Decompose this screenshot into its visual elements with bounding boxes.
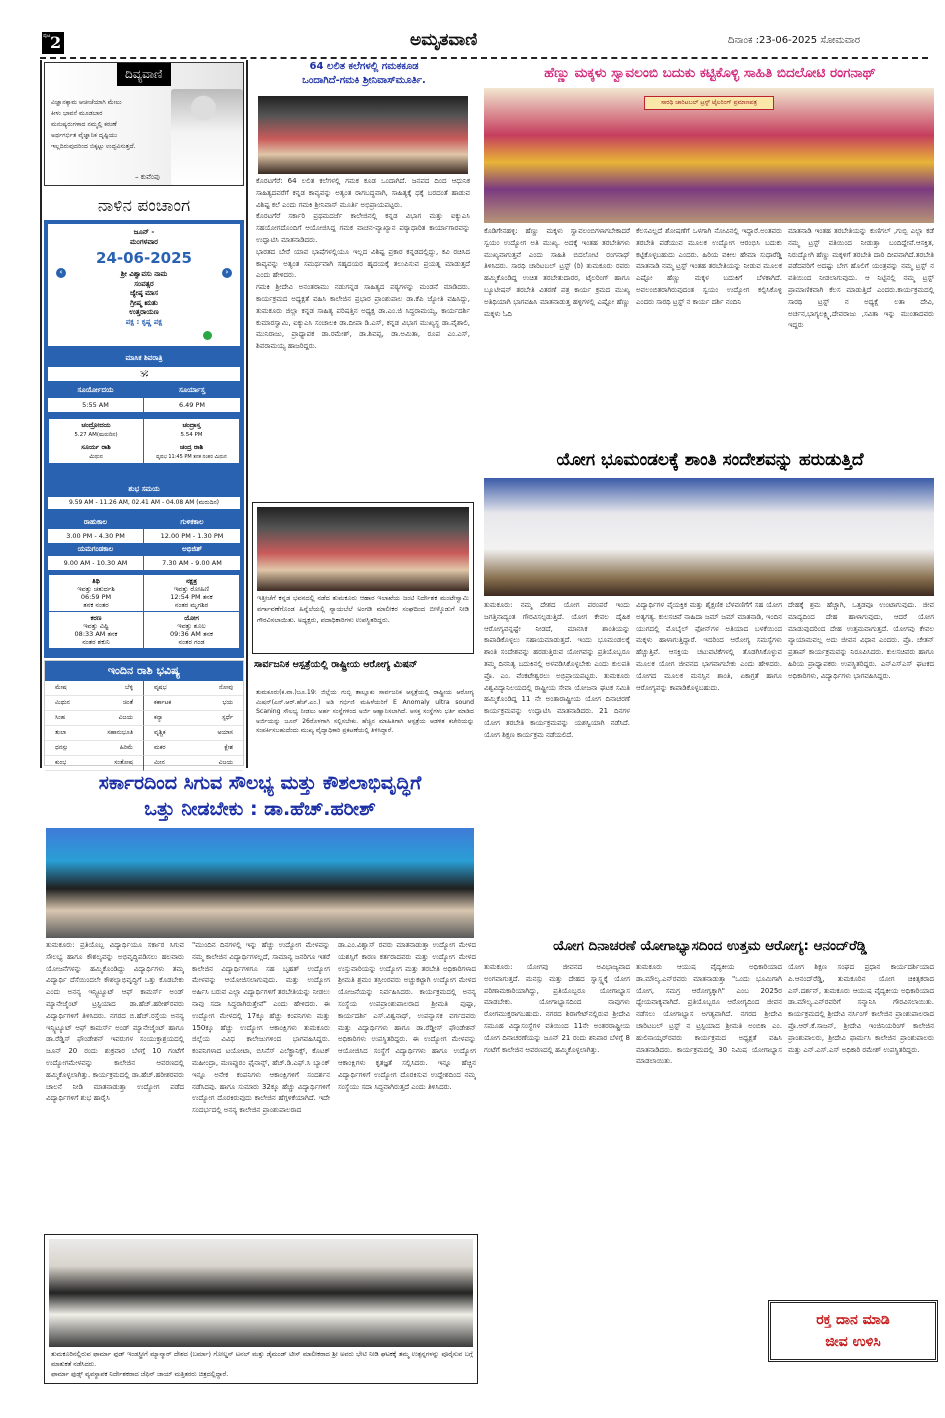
rashi-bhavishya <box>44 660 244 766</box>
moon-timings <box>48 418 240 464</box>
paksha-label: ಪಕ್ಷ : ಕೃಷ್ಣ ಪಕ್ಷ <box>125 317 163 326</box>
weekday-label: ಮಂಗಳವಾರ <box>129 237 158 246</box>
tithi <box>49 575 144 612</box>
rashi-row <box>144 726 243 741</box>
yoga-label: ಯೋಗ <box>184 614 199 622</box>
rashi-prediction: ನೋವು <box>218 684 233 691</box>
women-column-2: ಕೆಲಸವಿಲ್ಲದೆ ಶೋಷಣೆಗೆ ಒಳಗಾಗಿ ನೋವಿನಲ್ಲಿ ಇದ್ದಾರೆ.ಅಂತವರು ತರಬೇತಿ ಪಡೆಯುವ ಮೂಲಕ ಉದ್ಯೋಗ ಆರಂಭಿಸಿ ಬದುಕು ಕಟ್ಟಿಕೊಳ್ಳಬಹುದು ಎಂದರು. ಹಿರಿಯ ವಕೀಲ ಹೇಮಾ ಸುಧಾರೆಡ್ಡಿ ಮಾತನಾಡಿ ನಮ್ಮ ಟ್ರಸ್ಟ್ ಇಂತಹ ತರಬೇತಿಯನ್ನು ನೀಡುವ ಮೂಲಕ ಎಷ್ಟೋ ಹೆಣ್ಣು ಮಕ್ಕಳ ಬದುಕಿಗೆ ಬೆಳಕಾಗಿದೆ. ಅವಲಂಬಿತರಾಗಿರುವುದಂತ ಸ್ವಯಂ ಉದ್ಯೋಗ ಕಲ್ಪಿಸಿಕೊಳ್ಳಿ ಎಂದರು ಸಾರಥಿ ಟ್ರಸ್ಟ್ ನ ಕಾರ್ಯ ದರ್ಶಿ ನಂದಿನಿ <box>636 227 782 306</box>
yoga-time: 09:36 AM ತನಕ <box>170 630 213 638</box>
quote-line: ವಿಜ್ಞಾನಕ್ಕಾಮ ಆಚೀಚೆಯಾಗಿ ಮೇಲು <box>51 99 122 106</box>
quote-line: ಮನುಷ್ಯರುಗಳಾದ ನಮ್ಮಲ್ಲಿ ಕರುಣೆ <box>51 121 117 128</box>
rashi-table <box>45 681 243 771</box>
yoga-column-2: ವಿದ್ಯಾರ್ಥಿಗಳ ವೈಯಕ್ತಿಕ ಮತ್ತು ಶೈಕ್ಷಣಿಕ ಬೆಳವಣಿಗೆಗೆ ಸಹ ಯೋಗ ಅತ್ಯಗತ್ಯ. ಕುಲಸಚಿವೆ ನಾಹಿದಾ ಜಮ್ ಜಮ್ ಮಾತನಾಡಿ, ಇಂದಿನ ಯುಗದಲ್ಲಿ ಮೊಬೈಲ್ ಫೋನ್‌ಗಳ ಅತಿಯಾದ ಬಳಕೆಯಿಂದ ಮಕ್ಕಳು ಹಾಳಾಗುತ್ತಿದ್ದಾರೆ. ಇದರಿಂದ ಆರೋಗ್ಯ ಸಮಸ್ಯೆಗಳು ಹೆಚ್ಚುತ್ತಿವೆ. ಆಸಕ್ತಿಯ ಚಟುವಟಿಕೆಗಳಲ್ಲಿ ತೊಡಗಿಸಿಕೊಳ್ಳುವ ಮೂಲಕ ಯೋಗ ಜೀವನದ ಭಾಗವಾಗಬೇಕು ಎಂದು ಹೇಳಿದರು. ಯೋಗದ ಮೂಲಕ ಮನಸ್ಸಿನ ಶಾಂತಿ, ಏಕಾಗ್ರತೆ ಹಾಗೂ ಆರೋಗ್ಯವನ್ನು ಕಾಪಾಡಿಕೊಳ್ಳಬಹುದು. <box>636 601 782 692</box>
sunrise-time: 5:55 AM <box>48 398 144 412</box>
yoga-column-3: ದೇಹಕ್ಕೆ ಶ್ರಮ ಹೆಚ್ಚಾಗಿ, ಒತ್ತಡವೂ ಉಂಟಾಗುವುದು. ಜೀವ ಮಾದ್ಯದಿಂದ ದೇಹ ಹಾಳಾಗುವುದು, ಆದರೆ ಯೋಗ ಮಾಡುವುದರಿಂದ ದೇಹ ಉತ್ತಮವಾಗುತ್ತದೆ. ಯೋಗವು ಕೇವಲ ವ್ಯಾಯಾಮವಲ್ಲ ಅದು ಜೀವನ ವಿಧಾನ ಎಂದರು. ಪ್ರೊ. ಚೇತನ್ ಪ್ರತಾಪ್ ಕಾರ್ಯಕ್ರಮವನ್ನು ನಿರೂಪಿಸಿದರು. ಕುಲಸಚಿವರು ಹಾಗೂ ಹಿರಿಯ ಪ್ರಾಧ್ಯಾಪಕರು ಉಪಸ್ಥಿತರಿದ್ದರು. ಎನ್‌ಎಸ್‌ಎಸ್ ಘಟಕದ ಅಧಿಕಾರಿಗಳು, ವಿದ್ಯಾರ್ಥಿಗಳು ಭಾಗವಹಿಸಿದ್ದರು. <box>788 601 934 680</box>
blood-line-1: ರಕ್ತ ದಾನ ಮಾಡಿ <box>816 1312 890 1328</box>
nakshatra-time: 12:54 PM ತನಕ <box>170 593 213 601</box>
rashi-prediction: ಅಯಾಸ <box>217 729 233 736</box>
abhijit-time: 7.30 AM - 9.00 AM <box>162 559 222 567</box>
chandra-rashi-label: ಚಂದ್ರ ರಾಶಿ <box>179 443 204 451</box>
headline-line: ಸರ್ಕಾರದಿಂದ ಸಿಗುವ ಸೌಲಭ್ಯ ಮತ್ತು ಕೌಶಲಾಭಿವೃದ್ಧಿಗೆ <box>98 772 422 794</box>
nakshatra <box>144 575 239 612</box>
rashi-row <box>45 681 144 696</box>
harish-column-1: ತುಮಕೂರು: ಪ್ರತಿಯೊಬ್ಬ ವಿದ್ಯಾರ್ಥಿಯೂ ಸರ್ಕಾರ ಸಿಗುವ ಸೌಲಭ್ಯ ಹಾಗೂ ಕೌಶಲ್ಯವನ್ನು ಅಭಿವೃದ್ಧಿಪಡಿಸಲು ಹಲವಾರು ಯೋಜನೆಗಳನ್ನು ಹಮ್ಮಿಕೊಂಡಿದ್ದು ವಿದ್ಯಾರ್ಥಿಗಳು ತಮ್ಮ ವಿದ್ಯಾರ್ಥಿ ದೆಸೆಯಿಂದಲೇ ಕೌಶಲ್ಯಾಭಿವೃದ್ಧಿಗೆ ಒತ್ತು ಕೊಡಬೇಕು ಎಂದು ಅನನ್ಯ ಇನ್ಸ್ಟಿಟ್ಯೂಟ್ ಆಫ್ ಕಾಮರ್ಸ್ ಅಂಡ್ ಮ್ಯಾನೇಜ್ಮೆಂಟ್ ಟ್ರಸ್ಟಿಯಾದ ಡಾ.ಹೆಚ್.ಹರೀಶ್‌ರವರು ವಿದ್ಯಾರ್ಥಿಗಳಿಗೆ ತಿಳಿಸಿದರು. ನಗರದ ಬಿ.ಹೆಚ್.ರಸ್ತೆಯ ಅನನ್ಯ ಇನ್ಸ್ಟಿಟ್ಯೂಟ್ ಆಫ್ ಕಾಮರ್ಸ್ ಅಂಡ್ ಮ್ಯಾನೇಜ್ಮೆಂಟ್ ಹಾಗೂ ಡಾ.ರೆಡ್ಡಿಸ್ ಫೌಂಡೇಶನ್ ಇವರುಗಳ ಸಂಯುಕ್ತಾಶ್ರಯದಲ್ಲಿ ಜೂನ್ 20 ರಂದು ಶುಕ್ರವಾರ ಬೆಳಗ್ಗೆ 10 ಗಂಟೆಗೆ ಉದ್ಯೋಗಮೇಳವನ್ನು ಕಾಲೇಜಿನ ಆವರಣದಲ್ಲಿ ಹಮ್ಮಿಕೊಳ್ಳಲಾಗಿತ್ತು. ಕಾರ್ಯಕ್ರಮದಲ್ಲಿ ಡಾ.ಹೆಚ್.ಹರೀಶರವರು ಚಾಲನೆ ನೀಡಿ ಮಾತನಾಡುತ್ತಾ ಉದ್ಯೋಗ ಪಡೆದ ವಿದ್ಯಾರ್ಥಿಗಳಿಗೆ ಶುಭ ಹಾರೈಸಿ <box>46 941 184 1103</box>
rashi-row <box>144 756 243 771</box>
divyavani-title: ದಿವ್ಯವಾಣಿ <box>117 63 171 86</box>
surya-rashi-label: ಸೂರ್ಯ ರಾಶಿ <box>81 443 111 451</box>
quote-author: – ಕುವೆಂಪು <box>135 173 160 181</box>
guli-time: 12.00 PM - 1.30 PM <box>160 532 224 540</box>
rashi-prediction: ಭಯ <box>222 699 233 706</box>
yoga-value: ಇವತ್ತು ಶೂಲ <box>177 622 206 630</box>
page-label: ಪುಟ <box>43 33 51 39</box>
rashi-prediction: ಸ್ಪರ್ಧೆ <box>222 714 233 721</box>
yama-label: ಯಮಗಂಡಕಾಲ <box>48 543 144 556</box>
panchanga-panel <box>44 220 244 658</box>
pharma-photo <box>49 1239 473 1347</box>
quote-line: ಕೀಳು ಭಾವನೆ ಮೂಡಬಾರ <box>51 110 103 117</box>
gamaka-headline <box>252 60 476 88</box>
karana-value: ಇವತ್ತು ವಿಷ್ಟಿ <box>83 622 109 630</box>
surya-rashi: ಮಿಥುನ <box>89 453 103 460</box>
panchanga-date: 24-06-2025 <box>96 249 192 267</box>
shubha-time: 9.59 AM - 11.26 AM, 02.41 AM - 04.08 AM (ಮರುದಿನ) <box>68 499 219 506</box>
yogaday-headline: ಯೋಗ ದಿನಾಚರಣೆ ಯೋಗಾಭ್ಯಾಸದಿಂದ ಉತ್ತಮ ಆರೋಗ್ಯ: ಆನಂದ್‌ರೆಡ್ಡಿ <box>553 938 867 954</box>
yoga <box>144 612 239 648</box>
divyavani-quote <box>51 97 171 152</box>
nakshatra-value: ಇವತ್ತು ರೋಹಿಣಿ <box>173 585 210 593</box>
pharma-box <box>44 1234 478 1384</box>
paragraph: ಕೊರಟಗೆರೆ ಸರ್ಕಾರಿ ಪ್ರಥಮದರ್ಜೆ ಕಾಲೇಜಿನಲ್ಲಿ ಕನ್ನಡ ವಿಭಾಗ ಮತ್ತು ಐಕ್ಯುಎಸಿ ಸಹಯೋಗದೊಂದಿಗೆ ಆಯೋಜಿಸಿದ್ದ ಗಮಕ ವಾಚನ-ವ್ಯಾಖ್ಯಾನ ಪಠ್ಯಾಧಾರಿತ ಕಾರ್ಯಾಗಾರವನ್ನು ಉದ್ಘಾಟಿಸಿ ಮಾತನಾಡಿದರು. <box>256 212 470 244</box>
rashi-title: ಇಂದಿನ ರಾಶಿ ಭವಿಷ್ಯ <box>45 661 243 681</box>
gamaka-body <box>256 176 470 500</box>
sunset-time: 6.49 PM <box>178 401 206 409</box>
chandra-rashi: ವೃಷಭ 11:45 PM ತನಕ ನಂತರ ಮಿಥುನ <box>156 453 227 460</box>
nakshatra-label: ನಕ್ಷತ್ರ <box>186 577 197 585</box>
tithi-label: ತಿಥಿ <box>92 577 100 585</box>
harish-column-3: ಡಾ.ಎಂ.ವಿಶ್ವಾಸ್ ರವರು ಮಾತನಾಡುತ್ತಾ ಉದ್ಯೋಗ ಮೇಳದ ಯಶಸ್ಸಿಗೆ ಕಾರಣ ಕರ್ತರಾದವರು ಮತ್ತು ಉದ್ಯೋಗ ಮೇಳದ ಉಸ್ತುವಾರಿಯನ್ನು ಉದ್ಯೋಗ ಮತ್ತು ತರಬೇತಿ ಅಧಿಕಾರಿಗಳಾದ ಶ್ರೀಮತಿ ಶ್ರಮಂ ತಸ್ರೀಂರವರು ಅಚ್ಚುಕಟ್ಟಾಗಿ ಉದ್ಯೋಗ ಮೇಳದ ಯೋಜನೆಯನ್ನು ನಿರ್ವಹಿಸಿದರು. ಕಾರ್ಯಕ್ರಮದಲ್ಲಿ ಅನನ್ಯ ಸಂಸ್ಥೆಯ ಉಪಪ್ರಾಂಶುಪಾಲರಾದ ಶ್ರೀಮತಿ ಪುಷ್ಪಾ, ಕಾರ್ಯದರ್ಶಿ ಎಸ್.ವಿಶ್ವನಾಥ್, ಉಪನ್ಯಾಸಕ ವರ್ಗದವರು ಮತ್ತು ವಿದ್ಯಾರ್ಥಿಗಳು ಹಾಗೂ ಡಾ.ರೆಡ್ಡೀಸ್ ಫೌಂಡೇಶನ್ ಅಧಿಕಾರಿಗಳು ಉಪಸ್ಥಿತರಿದ್ದರು. ಈ ಉದ್ಯೋಗ ಮೇಳವನ್ನು ಆಯೋಜಿಸಿದ ಸಂಸ್ಥೆಗೆ ವಿದ್ಯಾರ್ಥಿಗಳು ಹಾಗೂ ಉದ್ಯೋಗ ಆಕಾಂಕ್ಷಿಗಳು ಕೃತಜ್ಞತೆ ಸಲ್ಲಿಸಿದರು. ಇನ್ನೂ ಹೆಚ್ಚಿನ ವಿದ್ಯಾರ್ಥಿಗಳಿಗೆ ಉದ್ಯೋಗ ದೊರಕಿಸುವ ಉದ್ದೇಶದಿಂದ ನಮ್ಮ ಸಂಸ್ಥೆಯು ಸದಾ ಸಿದ್ಧವಾಗಿರುತ್ತದೆ ಎಂದು ತಿಳಿಸಿದರು. <box>338 941 476 1091</box>
samvatsara-line: ಶ್ರೀ ವಿಶ್ವಾವಸು ನಾಮ <box>120 270 168 278</box>
rashi-sign: ಮಿಥುನ <box>55 699 70 706</box>
rashi-row <box>45 726 144 741</box>
rashi-prediction: ಕ್ಲೇಶ <box>224 744 233 751</box>
rashi-prediction: ಚಿಂತೆ <box>122 699 133 706</box>
quote-line: ಇಲ್ಲದಿರುವುದರಿಂದ ಬಿಕ್ಕಟ್ಟು ಉದ್ಭವಿಸುತ್ತದೆ. <box>51 143 136 150</box>
panchanga-title: ನಾಳಿನ ಪಂಚಾಂಗ <box>44 190 244 223</box>
trust-banner: ಸಾರಥಿ ಚಾರಿಟಬಲ್ ಟ್ರಸ್ಟ್ ಟೈಲರಿಂಗ್ ಪ್ರಮಾಣಪತ್ರ <box>644 96 774 110</box>
samvatsara-line: ಜ್ಯೇಷ್ಠ ಮಾಸ <box>129 289 158 297</box>
sun-timings <box>48 383 240 412</box>
festival-title: ಮಾಸಿಕ ಶಿವರಾತ್ರಿ <box>48 350 240 367</box>
rashi-row <box>144 741 243 756</box>
nakshatra-after: ನಂತರ ಮೃಗಶಿರ <box>174 601 209 609</box>
yogaday-column-2: ತುಮಕೂರು ಆಯುಷ ವೈದ್ಯಕೀಯ ಅಧಿಕಾರಿಯಾದ ಡಾ.ಮೌಲ್ಯ.ಎನ್‌ರವರು ಮಾತನಾಡುತ್ತಾ "ಒಂದು ಭೂಮಿಗಾಗಿ ಯೋಗ, ಸಮಗ್ರ ಆರೋಗ್ಯಕ್ಕಾಗಿ" ಎಂಬ 2025ರ ಧ್ಯೇಯವಾಕ್ಯವಾಗಿದೆ. ಪ್ರತಿಯೊಬ್ಬರೂ ಆರೋಗ್ಯದಿಂದ ಜೀವನ ನಡೆಸಲು ಯೋಗಾಭ್ಯಾಸ ಅಗತ್ಯವಾಗಿದೆ. ನಗರದ ಶ್ರೀದೇವಿ ಚಾರಿಟಬಲ್ ಟ್ರಸ್ಟ್ ನ ಟ್ರಸ್ಟಿಯಾದ ಶ್ರೀಮತಿ ಅಂಬಿಕಾ ಎಂ. ಹುಲಿನಾಯ್ಕರ್‌ರವರು ಕಾರ್ಯಕ್ರಮದ ಅಧ್ಯಕ್ಷತೆ ವಹಿಸಿ ಮಾತನಾಡಿದರು. ಕಾರ್ಯಕ್ರಮದಲ್ಲಿ 30 ನಿಮಿಷ ಯೋಗಾಭ್ಯಾಸ ಮಾಡಲಾಯಿತು. <box>636 963 782 1066</box>
festival-card <box>48 350 240 381</box>
rashi-sign: ಸಿಂಹ <box>55 714 66 721</box>
sunrise-label: ಸೂರ್ಯೋದಯ <box>48 383 144 398</box>
women-headline: ಹೆಣ್ಣು ಮಕ್ಕಳು ಸ್ವಾವಲಂಬಿ ಬದುಕು ಕಟ್ಟಿಕೊಳ್ಳಿ ಸಾಹಿತಿ ಬಿದಲೋಟಿ ರಂಗನಾಥ್ <box>544 65 876 81</box>
headline-line: ಒಂದಾಗಿದೆ-ಗಮಕಿ ಶ್ರೀನಿವಾಸ್‌ಮೂರ್ತಿ. <box>302 75 426 86</box>
rashi-sign: ತುಲಾ <box>55 729 67 736</box>
rashi-sign: ವೃಷಭ <box>154 684 167 691</box>
yoga-headline: ಯೋಗ ಭೂಮಂಡಲಕ್ಕೆ ಶಾಂತಿ ಸಂದೇಶವನ್ನು ಹರುಡುತ್ತಿದೆ <box>556 450 864 470</box>
tithi-after: ತನಕ ನಂತರ <box>83 601 109 609</box>
next-date-button[interactable]: › <box>222 268 232 278</box>
samvatsara-line: ಸಂವತ್ಸರ <box>134 279 154 288</box>
samvatsara-line: ಉತ್ತರಾಯಣ <box>129 308 159 316</box>
guli-label: ಗುಳಿಕಕಾಲ <box>180 518 204 526</box>
moonrise-time: 5.27 AM(ಮರುದಿನ) <box>74 431 118 438</box>
header-divider <box>40 57 928 59</box>
nhm-body: ತುಮಕೂರು(ಕ.ವಾ.)ಜೂ.19: ಜಿಲ್ಲೆಯ ಗುಬ್ಬಿ ತಾಲ್ಲೂಕು ಸಾರ್ವಜನಿಕ ಆಸ್ಪತ್ರೆಯಲ್ಲಿ ರಾಷ್ಟ್ರೀಯ ಆರೋಗ್ಯ ಮಿಷನ್(ಎನ್.ಆರ್.ಹೆಚ್.ಎಂ.) ಅಡಿ ಗರ್ಭಿಣಿ ಮಹಿಳೆಯರಿಗೆ E Anomaly ultra sound Scaning ಸೌಲಭ್ಯ ನೀಡಲು ಅರ್ಹ ಸಂಸ್ಥೆಗಳಿಂದ ಅರ್ಜಿ ಆಹ್ವಾನಿಸಲಾಗಿದೆ. ಆಸಕ್ತ ಸಂಸ್ಥೆಗಳು ಭರ್ತಿ ಮಾಡಿದ ಅರ್ಜಿಯನ್ನು ಜೂನ್ 26ರೊಳಗಾಗಿ ಸಲ್ಲಿಸಬೇಕು. ಹೆಚ್ಚಿನ ಮಾಹಿತಿಗಾಗಿ ಆಸ್ಪತ್ರೆಯ ಆಡಳಿತ ಕಚೇರಿಯನ್ನು ಸಂಪರ್ಕಿಸಬಹುದೆಂದು ಮುಖ್ಯ ವೈದ್ಯಾಧಿಕಾರಿ ಪ್ರಕಟಣೆಯಲ್ಲಿ ತಿಳಿಸಿದ್ದಾರೆ. <box>256 689 474 734</box>
rashi-row <box>144 696 243 711</box>
moonset-time: 5.54 PM <box>180 431 203 438</box>
nhm-headline: ಸಾರ್ವಜನಿಕ ಆಸ್ಪತ್ರೆಯಲ್ಲಿ ರಾಷ್ಟ್ರೀಯ ಆರೋಗ್ಯ ಮಿಷನ್ <box>254 659 418 670</box>
rashi-prediction: ಸಹಾನುಭೂತಿ <box>107 729 133 736</box>
rashi-row <box>45 696 144 711</box>
moonrise-label: ಚಂದ್ರೋದಯ <box>81 421 111 429</box>
rashi-prediction: ಸಂತೋಷ <box>114 759 133 766</box>
yoga-after: ನಂತರ ಗಂಡ <box>178 638 205 646</box>
tithi-value: ಇವತ್ತು ಚತುರ್ದಶಿ <box>77 585 115 593</box>
karana <box>49 612 144 648</box>
rashi-row <box>45 756 144 771</box>
yogaday-column-3: ಯೋಗ ಶಿಕ್ಷಣ ಸಂಘದ ಪ್ರಧಾನ ಕಾರ್ಯದರ್ಶಿಯಾದ ಪಿ.ಆನಂದ್‌ರೆಡ್ಡಿ, ತುಮಕೂರಿನ ಯೋಗ ಚಿಕಿತ್ಸಕರಾದ ಎಸ್.ದರ್ಶನ್, ತುಮಕೂರು ಆಯುಷ ವೈದ್ಯಕೀಯ ಅಧಿಕಾರಿಯಾದ ಡಾ.ಮೌಲ್ಯ.ಎನ್‌ರವರಿಗೆ ಸನ್ಮಾನಿಸಿ ಗೌರವಿಸಲಾಯಿತು. ಕಾರ್ಯಕ್ರಮದಲ್ಲಿ ಶ್ರೀದೇವಿ ನರ್ಸಿಂಗ್ ಕಾಲೇಜಿನ ಪ್ರಾಂಶುಪಾಲರಾದ ಪ್ರೊ.ಆರ್.ಕೆ.ಸಾಜನ್, ಶ್ರೀದೇವಿ ಇಂಜಿನಿಯರಿಂಗ್ ಕಾಲೇಜಿನ ಪ್ರಾಂಶುಪಾಲರು, ಶ್ರೀದೇವಿ ಫಾರ್ಮಸಿ ಕಾಲೇಜಿನ ಪ್ರಾಂಶುಪಾಲರು ಮತ್ತು ಎನ್.ಎಸ್.ಎಸ್ ಅಧಿಕಾರಿ ರಮೇಶ್ ಉಪಸ್ಥಿತರಿದ್ದರು. <box>788 963 934 1054</box>
yama-time: 9.00 AM - 10.30 AM <box>48 556 144 570</box>
karana-after: ನಂತರ ಶಕುನಿ <box>82 638 110 646</box>
panchanga-date-card <box>48 224 240 346</box>
paragraph: ಭಾರತದ ಬೇರೆ ಯಾವ ಭಾಷೆಗಳಲ್ಲಿಯೂ ಇಲ್ಲದ ವಿಶಿಷ್ಟ ಪ್ರಕಾರ ಕನ್ನಡದಲ್ಲಿದ್ದು, ಕವಿ ರಚಿಸಿದ ಕಾವ್ಯವನ್ನು ಅತ್ಯಂತ ಸಮರ್ಥವಾಗಿ ಸಹೃದಯರ ಹೃದಯಕ್ಕೆ ತಲುಪಿಸುವ ಪ್ರಯತ್ನ ಮಾಡುತ್ತದೆ ಎಂದು ಹೇಳಿದರು. <box>256 247 470 280</box>
farewell-caption: ಇತ್ತೀಚೆಗೆ ಕನ್ನಡ ಭವನದಲ್ಲಿ ನಡೆದ ತುಮಕೂರು ಆಹಾರ ಇಲಾಖೆಯ ಜಂಟಿ ನಿರ್ದೇಶಕ ಮಂಟೇಸ್ವಾಮಿ ವರ್ಗಾವಣೆಗೊಂಡ ಹಿನ್ನೆಲೆಯಲ್ಲಿ ನ್ಯಾಯಬೆಲೆ ಅಂಗಡಿ ಮಾಲೀಕರ ಸಂಘದಿಂದ ಬೀಳ್ಕೊಡುಗೆ ನೀಡಿ ಗೌರವಿಸಲಾಯಿತು. ಅಧ್ಯಕ್ಷರು, ಪದಾಧಿಕಾರಿಗಳು ಉಪಸ್ಥಿತರಿದ್ದರು. <box>257 594 469 624</box>
shubha-card <box>48 482 240 509</box>
kaala-card <box>48 516 240 570</box>
women-column-3: ಮಾತನಾಡಿ ಇಂತಹ ತರಬೇತಿಯನ್ನು ಕುಣಿಗಲ್ ,ಗುಬ್ಬಿ ಎಲ್ಲಾ ಕಡೆ ನಮ್ಮ ಟ್ರಸ್ಟ್ ವತಿಯಿಂದ ನೀಡುತ್ತಾ ಬಂದಿದ್ದೇವೆ.ಆಸಕ್ತಿತ, ನಿರುದ್ಯೋಗಿ ಹೆಣ್ಣು ಮಕ್ಕಳಿಗೆ ತರಬೇತಿ ದಾರಿ ದೀಪವಾಗಿದೆ.ತರಬೇತಿ ಪಡೆದವರಿಗೆ ಅದಷ್ಟು ಬೇಗ ಹೊಲಿಗೆ ಯಂತ್ರವನ್ನು ನಮ್ಮ ಟ್ರಸ್ಟ್ ನ ವತಿಯಿಂದ ನೀಡಲಾಗುವುದು. ಆ ನಿಟ್ಟಿನಲ್ಲಿ ನಮ್ಮ ಟ್ರಸ್ಟ್ ಪ್ರಾಮಾಣಿಕವಾಗಿ ಕೆಲಸ ಮಾಡುತ್ತಿದೆ ಎಂದರು.ಕಾರ್ಯಕ್ರಮದಲ್ಲಿ ಸಾರಥಿ ಟ್ರಸ್ಟ್ ನ ಅಧ್ಯಕ್ಷೆ ಲತಾ ದೇವಿ, ಅರ್ಚನ,ಭಾಗ್ಯಲಕ್ಷ್ಮಿ,ದೇವರಾಜು ,ಸವಿತಾ ಇನ್ನು ಮುಂತಾದವರು ಇದ್ದರು <box>788 227 934 330</box>
divyavani-box <box>44 62 244 186</box>
rashi-sign: ಕುಂಭ <box>55 759 67 766</box>
rashi-sign: ಧನಸ್ಸು <box>55 744 68 751</box>
farewell-photo <box>257 507 469 591</box>
job-fair-photo <box>46 828 474 938</box>
karana-time: 08:33 AM ತನಕ <box>74 630 118 638</box>
month-label: ಜೂನ್ - <box>133 228 155 236</box>
paragraph: ಗಮಕಿ ಶ್ರೀದೇವಿ ಅನಂತರಾಮು ನಡುಗನ್ನಡ ಸಾಹಿತ್ಯದ ಪಠ್ಯಗಳನ್ನು ಮಂಡನೆ ಮಾಡಿದರು. ಕಾರ್ಯಕ್ರಮದ ಅಧ್ಯಕ್ಷತೆ ವಹಿಸಿ ಕಾಲೇಜಿನ ಪ್ರಭಾರ ಪ್ರಾಂಶುಪಾಲ ಡಾ.ಕೆಪಿ ಜ್ಯೋತಿ ವಹಿಸಿದ್ದು, ತುಮಕೂರು ಜಿಲ್ಲಾ ಕನ್ನಡ ಸಾಹಿತ್ಯ ಪರಿಷತ್ತಿನ ಅಧ್ಯಕ್ಷ ಡಾ.ಎಂ.ಜಿ ಸಿದ್ಧರಾಮಯ್ಯ, ಕಾರ್ಯದರ್ಶಿ ಕುಮಾರಸ್ವಾಮಿ, ಐಕ್ಯುಎಸಿ ಸಂಚಾಲಕಿ ಡಾ.ದೀಪಾ ಡಿ.ಎಸ್, ಕನ್ನಡ ವಿಭಾಗ ಮುಖ್ಯಸ್ಥ ಡಾ.ವೈಶಾಲಿ, ಮುನಿರಾಜು, ಪ್ರಾಧ್ಯಾಪಕ ಡಾ.ರಮೇಶ್, ಡಾ.ಶಿವಪ್ಪ, ಡಾ.ಅಮಿತಾ, ರೂಪ ಎಂ.ಎಸ್, ಶಿವರಾಮಯ್ಯ ಹಾಜರಿದ್ದರು. <box>256 283 470 351</box>
samvatsara-line: ಗ್ರೀಷ್ಮ ಋತು <box>130 298 158 307</box>
rashi-row <box>45 741 144 756</box>
moonset-label: ಚಂದ್ರಾಸ್ತ <box>182 421 201 429</box>
harish-column-2: "ಮುಂದಿನ ದಿನಗಳಲ್ಲಿ ಇನ್ನು ಹೆಚ್ಚು ಉದ್ಯೋಗ ಮೇಳವನ್ನು ನಮ್ಮ ಕಾಲೇಜಿನ ವಿದ್ಯಾರ್ಥಿಗಳಲ್ಲದೆ, ಸಾಮಾನ್ಯ ಜನರಿಗೂ ಇತರೆ ಕಾಲೇಜಿನ ವಿದ್ಯಾರ್ಥಿಗಳಿಗೂ ಸಹ ಬೃಹತ್ ಉದ್ಯೋಗ ಮೇಳವನ್ನು ಆಯೋಜಿಸಲಾಗುವುದು. ಮತ್ತು ಉದ್ಯೋಗ ಅರ್ಹಿಸಿ ಬರುವ ಎಲ್ಲಾ ವಿದ್ಯಾರ್ಥಿಗಳಿಗೆ ತರಬೇತಿಯನ್ನು ನೀಡಲು ನಾವು ಸದಾ ಸಿದ್ಧರಾಗಿರುತ್ತೇವೆ" ಎಂದು ಹೇಳಿದರು. ಈ ಉದ್ಯೋಗ ಮೇಳದಲ್ಲಿ 17ಕ್ಕೂ ಹೆಚ್ಚು ಕಂಪನಿಗಳು ಮತ್ತು 150ಕ್ಕೂ ಹೆಚ್ಚು ಉದ್ಯೋಗ ಆಕಾಂಕ್ಷಿಗಳು ತುಮಕೂರು ಜಿಲ್ಲೆಯ ವಿವಿಧ ಕಾಲೇಜುಗಳಿಂದ ಭಾಗವಹಿಸಿದ್ದರು. ಕಂಪನಿಗಳಾದ ಟಯೋಟಾ, ಬಿಸಿನೆಸ್ ಎಲೆಕ್ಟ್ರಾನಿಕ್ಸ್, ಕೊಟಕ್ ಮಹೀಂದ್ರಾ, ಮಣಪ್ಪುರಂ ಫೈನಾನ್ಸ್, ಹೆಚ್.ಡಿ.ಎಫ್.ಸಿ ಬ್ಯಾಂಕ್ ಇನ್ನೂ ಅನೇಕ ಕಂಪನಿಗಳು ಆಕಾಂಕ್ಷಿಗಳಿಗೆ ಸಂದರ್ಶನ ನಡೆಸಿದವು. ಹಾಗೂ ಸುಮಾರು 32ಕ್ಕೂ ಹೆಚ್ಚು ವಿದ್ಯಾರ್ಥಿಗಳಿಗೆ ಉದ್ಯೋಗ ದೊರಕಿರುವುದು ಕಾಲೇಜಿನ ಹೆಗ್ಗಳಿಕೆಯಾಗಿದೆ. ಇದೇ ಸಂದರ್ಭದಲ್ಲಿ ಅನನ್ಯ ಕಾಲೇಜಿನ ಪ್ರಾಂಶುಪಾಲರಾದ <box>192 941 330 1115</box>
yogaday-column-1: ತುಮಕೂರು: ಯೋಗವು ಜೀವನದ ಅವಿಭಾಜ್ಯವಾದ ಅಂಗವಾಗುತ್ತದೆ. ಮನಸ್ಸು ಮತ್ತು ದೇಹದ ಸ್ವಾಸ್ಥ್ಯಕ್ಕೆ ಯೋಗ ಪರಿಣಾಮಕಾರಿಯಾಗಿದ್ದು, ಪ್ರತಿಯೊಬ್ಬರೂ ಯೋಗಾಭ್ಯಾಸ ಮಾಡಬೇಕು. ಯೋಗಾಭ್ಯಾಸದಿಂದ ನಾವುಗಳು ರೋಗಮುಕ್ತರಾಗಬಹುದು. ನಗರದ ಶಿರಾಗೇಟ್‌ನಲ್ಲಿರುವ ಶ್ರೀದೇವಿ ಸಮೂಹ ವಿದ್ಯಾಸಂಸ್ಥೆಗಳ ವತಿಯಿಂದ 11ನೇ ಅಂತರರಾಷ್ಟ್ರೀಯ ಯೋಗ ದಿನಾಚರಣೆಯನ್ನು ಜೂನ್ 21 ರಂದು ಶನಿವಾರ ಬೆಳಗ್ಗೆ 8 ಗಂಟೆಗೆ ಕಾಲೇಜಿನ ಆವರಣದಲ್ಲಿ ಹಮ್ಮಿಕೊಳ್ಳಲಾಗಿತ್ತು. <box>484 963 630 1054</box>
sunset-label: ಸೂರ್ಯಾಸ್ತ <box>178 386 206 394</box>
caption-line: ಫಾರ್ಮಾ ಫುಡ್ಸ್ ವ್ಯವಸ್ಥಾಪಕ ನಿರ್ದೇಶಕರಾದ ಜೆಫಿನ್ ಜಾಯ್ ಮತ್ತಿತರರು ಚಿತ್ರದಲ್ಲಿದ್ದಾರೆ. <box>51 1370 229 1378</box>
rashi-row <box>144 681 243 696</box>
farewell-box <box>252 502 474 654</box>
karana-label: ಕರಣ <box>90 614 102 622</box>
women-column-1: ಕೊಡಿಗೇನಹಳ್ಳಿ: ಹೆಣ್ಣು ಮಕ್ಕಳು ಸ್ವಾವಲಂಬಿಗಳಾಗಬೇಕಾದರೆ ಸ್ವಯಂ ಉದ್ಯೋಗ ಅತಿ ಮುಖ್ಯ. ಅದಕ್ಕೆ ಇಂತಹ ತರಬೇತಿಗಳು ಮುಖ್ಯವಾಗುತ್ತವೆ ಎಂದು ಸಾಹಿತಿ ಬಿದಲೋಟಿ ರಂಗನಾಥ್ ತಿಳಿಸಿದರು. ಸಾರಥಿ ಚಾರಿಟಬಲ್ ಟ್ರಸ್ಟ್ (ರಿ) ತುಮಕೂರು ರವರು ಹಮ್ಮಿಕೊಂಡಿದ್ದ ಉಚಿತ ತರಬೇತುದಾರರ, ಟೈಲರಿಂಗ್ ಹಾಗೂ ಬ್ಯೂಟೀಷನ್ ತರಬೇತಿ ವಿತರಣೆ ಪತ್ರ ಕಾರ್ಯ ಕ್ರಮದ ಮುಖ್ಯ ಅತಿಥಿಯಾಗಿ ಭಾಗವಹಿಸಿ ಮಾತನಾಡುತ್ತ ಹಳ್ಳಿಗಳಲ್ಲಿ ಎಷ್ಟೋ ಹೆಣ್ಣು ಮಕ್ಕಳು ಓದಿ <box>484 227 630 318</box>
rashi-prediction: ಬೆಳ್ಳಿ <box>125 684 133 691</box>
shiva-icon: 🕉 <box>139 369 149 379</box>
rashi-prediction: ವಿಜಯ <box>218 759 233 766</box>
page-number: 2 <box>50 33 62 52</box>
rashi-sign: ಮೀನ <box>154 759 165 766</box>
tithi-time: 06:59 PM <box>80 593 112 601</box>
caption-line: ತುಮಕೂರಿನಲ್ಲಿರುವ ಫಾರ್ಮಾ ಫುಡ್ ಇಂಡಸ್ಟ್ರೀಗೆ ಮ್ಯಾನ್ಮಾರ್ ದೇಶದ (ಬರ್ಮಾ) ಗೋಲ್ಡನ್ ಟನಲ್ ಮತ್ತು ಡೈಮಂಡ್ ಟೀಸ್ ಮಾಲೀಕರಾದ ಶ್ರೀ ಅವರು ಭೇಟಿ ನೀಡಿ ಘಟಕಕ್ಕೆ ತಮ್ಮ ಉತ್ಪನ್ನಗಳನ್ನು ಪೂರೈಸುವ ಬಗ್ಗೆ ಮಾತುಕತೆ ನಡೆಸಿದರು. <box>51 1350 473 1368</box>
yoga-photo <box>484 478 934 596</box>
rashi-sign: ಮಕರ <box>154 744 166 751</box>
kuvempu-photo <box>171 89 243 185</box>
blood-line-2: ಜೀವ ಉಳಿಸಿ <box>825 1334 881 1350</box>
rashi-row <box>144 711 243 726</box>
shubha-label: ಶುಭ ಸಮಯ <box>48 482 240 497</box>
rashi-prediction: ವಿಜಯ <box>118 714 133 721</box>
rahu-label: ರಾಹುಕಾಲ <box>48 516 144 529</box>
tithi-card <box>48 574 240 649</box>
women-photo <box>484 88 934 223</box>
pharma-caption <box>51 1349 473 1379</box>
page-number-badge <box>42 32 64 54</box>
rashi-row <box>45 711 144 726</box>
rashi-sign: ಕನ್ಯಾ <box>154 714 163 721</box>
rashi-sign: ವೃಶ್ಚಿಕ <box>154 729 166 736</box>
harish-headline <box>40 770 480 822</box>
rahu-time: 3.00 PM - 4.30 PM <box>48 529 144 543</box>
paragraph: ಕೊರಟಗೆರೆ: 64 ಲಲಿತ ಕಲೆಗಳಲ್ಲಿ ಗಮಕ ಕೂಡ ಒಂದಾಗಿದೆ. ಜನಪದ ದಿಂದ ಆಧುನಿಕ ಸಾಹಿತ್ಯದವರೆಗೆ ಕನ್ನಡ ಕಾವ್ಯವನ್ನು ಅತ್ಯಂತ ರಾಗಬದ್ಧವಾಗಿ, ಸಾಹಿತ್ಯಕ್ಕೆ ಧಕ್ಕೆ ಬರದಂತೆ ಹಾಡುವ ವಿಶಿಷ್ಟ ಕಲೆ ಎಂದು ಗಮಕಿ ಶ್ರೀನಿವಾಸ್ ಮೂರ್ತಿ ಅಭಿಪ್ರಾಯಪಟ್ಟರು. <box>256 177 470 209</box>
rashi-sign: ಕರ್ಕಾಟಕ <box>154 699 172 706</box>
abhijit-label: ಅಭಿಜಿತ್ <box>182 545 202 553</box>
whatsapp-share-icon[interactable] <box>203 331 212 340</box>
rashi-sign: ಮೇಷ <box>55 684 67 691</box>
blood-donation-box <box>768 1300 938 1362</box>
prev-date-button[interactable]: ‹ <box>56 268 66 278</box>
yoga-column-1: ತುಮಕೂರು: ನಮ್ಮ ದೇಶದ ಯೋಗ ಪರಂಪರೆ ಇಂದು ಜಗತ್ತಿನಾದ್ಯಂತ ಗೌರವಿಸಲ್ಪಡುತ್ತಿದೆ. ಯೋಗ ಕೇವಲ ದೈಹಿಕ ಆರೋಗ್ಯವನ್ನಷ್ಟೇ ನೀಡದೆ, ಮಾನಸಿಕ ಶಾಂತಿಯನ್ನು ಕಾಪಾಡಿಕೊಳ್ಳಲು ಸಹಾಯಮಾಡುತ್ತದೆ. ಇಂದು ಭೂಮಂಡಲಕ್ಕೆ ಶಾಂತಿ ಸಂದೇಶವನ್ನು ಹರಡುತ್ತಿರುವ ಯೋಗವನ್ನು ಪ್ರತಿಯೊಬ್ಬರೂ ತಮ್ಮ ದಿನನಿತ್ಯ ಬದುಕಿನಲ್ಲಿ ಅಳವಡಿಸಿಕೊಳ್ಳಬೇಕು ಎಂದು ಕುಲಪತಿ ಪ್ರೊ. ಎಂ. ವೆಂಕಟೇಶ್ವರಲು ಅಭಿಪ್ರಾಯಪಟ್ಟರು. ತುಮಕೂರು ವಿಶ್ವವಿದ್ಯಾನಿಲಯದಲ್ಲಿ ರಾಷ್ಟ್ರೀಯ ಸೇವಾ ಯೋಜನಾ ಘಟಕ ಸಮಿತಿ ಹಮ್ಮಿಕೊಂಡಿದ್ದ 11 ನೇ ಅಂತಾರಾಷ್ಟ್ರೀಯ ಯೋಗ ದಿನಾಚರಣೆ ಕಾರ್ಯಕ್ರಮವನ್ನು ಉದ್ಘಾಟಿಸಿ ಮಾತನಾಡಿದರು. 21 ದಿನಗಳ ಯೋಗ ತರಬೇತಿ ಕಾರ್ಯಕ್ರಮವನ್ನು ಯಶಸ್ವಿಯಾಗಿ ನಡೆಸಿದೆ. ಯೋಗ ಶಿಕ್ಷಣ ಕಾರ್ಯಕ್ರಮ ನಡೆಯಲಿದೆ. <box>484 601 630 739</box>
headline-line: ಒತ್ತು ನೀಡಬೇಕು : ಡಾ.ಹೆಚ್.ಹರೀಶ್ <box>144 798 376 820</box>
masthead: ಅಮೃತವಾಣಿ <box>410 30 478 50</box>
headline-line: 64 ಲಲಿತ ಕಲೆಗಳಲ್ಲಿ ಗಮಕಕೂಡ <box>309 61 419 72</box>
gamaka-photo <box>258 96 468 174</box>
quote-line: ಅರ್ಥಗರ್ಭಿತ ವೈಜ್ಞಾನಿಕ ದೃಷ್ಟಿಯು <box>51 132 118 139</box>
rashi-prediction: ಹಿರಿಮೆ <box>119 744 133 751</box>
dateline: ದಿನಾಂಕ :23-06-2025 ಸೋಮವಾರ <box>728 35 861 46</box>
